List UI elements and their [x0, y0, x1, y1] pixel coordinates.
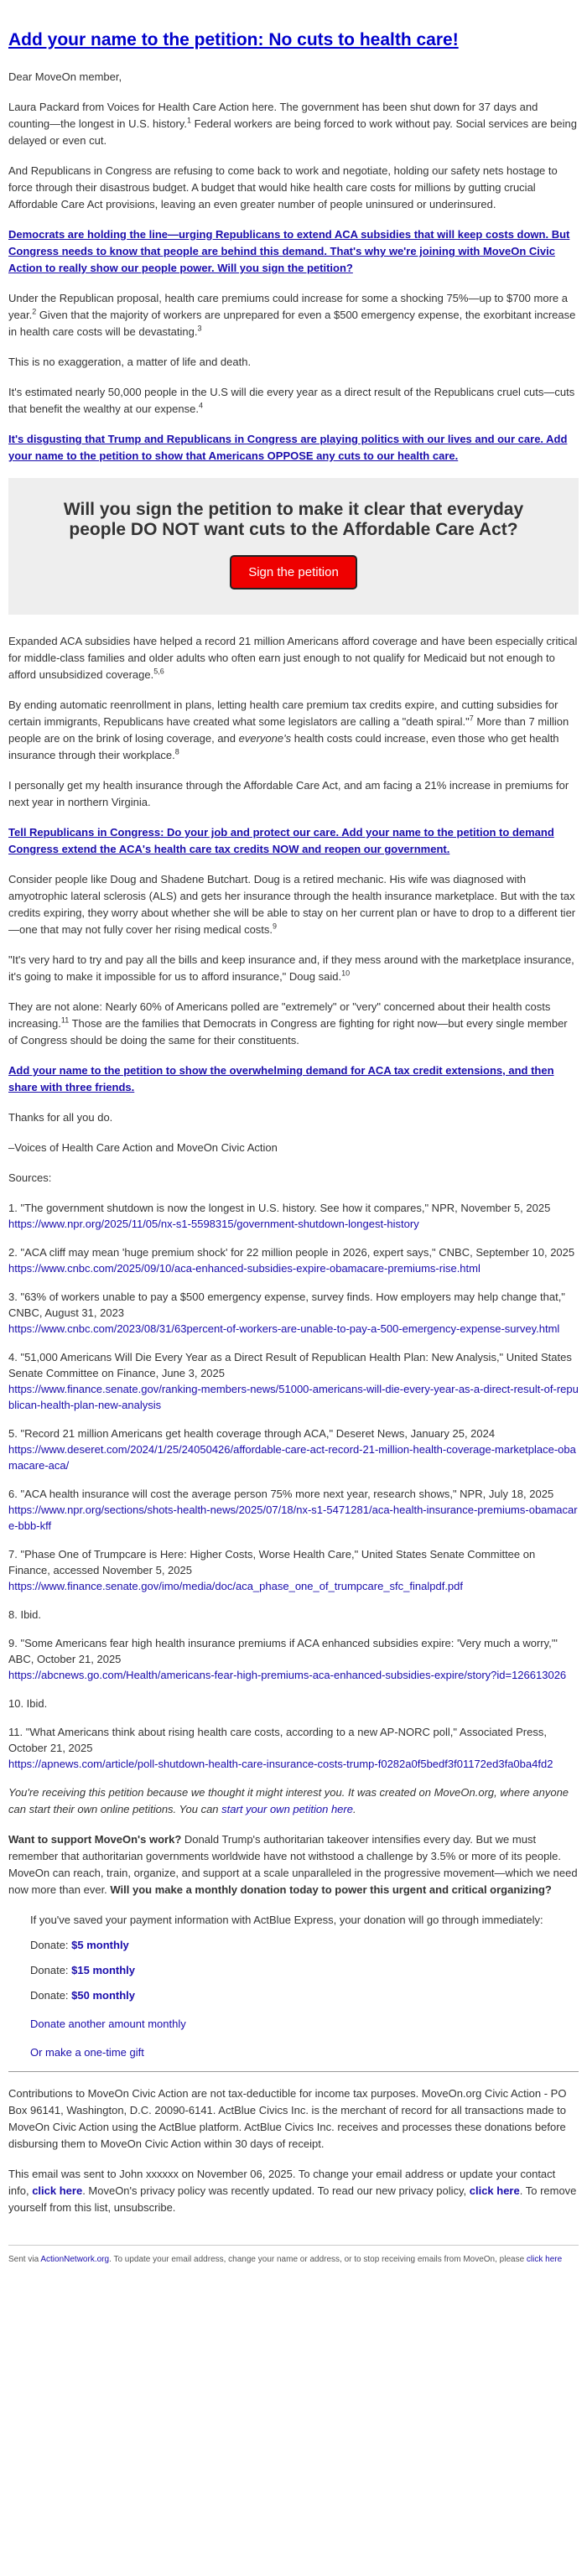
- butchart-paragraph: Consider people like Doug and Shadene Butchart. Doug is a retired mechanic. His wife was diagnosed with amyotrophic lateral sclerosis (ALS) and gets her insurance through the health insurance marketplace. But with the tax credits expiring, they worry about whether she will be able to stay on her current plan or have to drop to a different tier—one that may not fully cover her rising medical costs.$^9$: [8, 873, 576, 936]
- source-citation: 3. "63% of workers unable to pay a $500 emergency expense, survey finds. How employers may help change that," CNBC, August 31, 2023: [8, 1291, 565, 1319]
- source-citation: 7. "Phase One of Trumpcare is Here: Higher Costs, Worse Health Care," United States Senate Committee on Finance, accessed November 5, 2025: [8, 1548, 536, 1576]
- subsidies-paragraph: Expanded ACA subsidies have helped a record 21 million Americans afford coverage and have been especially critical for middle-class families and older adults who often earn just enough to not qualify for Medicaid but not enough to afford unsubsidized coverage.$^{5,6}$: [8, 635, 578, 681]
- disclaimer-text: Contributions to MoveOn Civic Action are not tax-deductible for income tax purposes. MoveOn.org Civic Action - PO Box 96141, Washington, D.C. 20090-6141. ActBlue Civics Inc. is the merchant of record for all transactions made to MoveOn Civic Action using the ActBlue platform. ActBlue Civics Inc. receives and processes these donations before disbursing them to MoveOn Civic Action within 30 days of receipt.: [8, 2087, 567, 2150]
- deaths-paragraph: It's estimated nearly 50,000 people in the U.S will die every year as a direct result of the Republicans cruel cuts—cuts that benefit the wealthy at our expense.$^4$: [8, 386, 575, 415]
- source-link[interactable]: https://www.npr.org/2025/11/05/nx-s1-5598315/government-shutdown-longest-history: [8, 1218, 419, 1230]
- thanks-text: Thanks for all you do.: [8, 1111, 113, 1124]
- receiving-note: You're receiving this petition because we thought it might interest you. It was created on MoveOn.org, where anyone can start their own online petitions. You can start your own petition here.: [8, 1786, 569, 1815]
- donation-section: [8, 1912, 579, 2061]
- source-item: [8, 1244, 579, 1276]
- death-spiral-paragraph: By ending automatic reenrollment in plans, letting health care premium tax credits expire, and cutting subsidies for certain immigrants, Republicans have created what some legislators are calling a "death spiral."$^7$ More than 7 million people are on the brink of losing coverage, and everyone's health costs could increase, even those who get health insurance through their workplace.$^8$: [8, 699, 569, 761]
- source-citation: 11. "What Americans think about rising health care costs, according to a new AP-NORC poll," Associated Press, October 21, 2025: [8, 1726, 547, 1754]
- update-contact-link[interactable]: click here: [32, 2184, 83, 2197]
- sign-petition-button[interactable]: Sign the petition: [230, 555, 357, 589]
- donate-row-3: Donate: $50 monthly: [30, 1989, 136, 2002]
- petition-link-4[interactable]: Add your name to the petition to show the overwhelming demand for ACA tax credit extensions, and then share with three friends.: [8, 1064, 554, 1093]
- footer-click-here-link[interactable]: click here: [526, 2255, 563, 2264]
- sent-to-text: This email was sent to John xxxxxx on November 06, 2025. To change your email address or update your contact info, click here. MoveOn's privacy policy was recently updated. To read our new privacy policy, click here. To remove yourself from this list, unsubscribe.: [8, 2168, 577, 2214]
- petition-link-2[interactable]: It's disgusting that Trump and Republicans in Congress are playing politics with our lives and our care. Add your name to the petition to show that Americans OPPOSE any cuts to our health care.: [8, 433, 568, 462]
- actionnetwork-link[interactable]: ActionNetwork.org: [40, 2255, 110, 2264]
- source-citation: 9. "Some Americans fear high health insurance premiums if ACA enhanced subsidies expire: 'Very much a worry,'" ABC, October 21, 2025: [8, 1637, 558, 1665]
- source-item: [8, 1289, 579, 1337]
- callout-heading: Will you sign the petition to make it clear that everyday people DO NOT want cuts to the Affordable Care Act?: [63, 500, 524, 539]
- one-time-gift-link[interactable]: Or make a one-time gift: [30, 2046, 144, 2059]
- donate-row-1: Donate: $5 monthly: [30, 1939, 129, 1951]
- headline-link[interactable]: Add your name to the petition: No cuts to health care!: [8, 30, 459, 49]
- personal-paragraph: I personally get my health insurance through the Affordable Care Act, and am facing a 21% increase in premiums for next year in northern Virginia.: [8, 779, 569, 808]
- source-citation: 6. "ACA health insurance will cost the average person 75% more next year, research shows," NPR, July 18, 2025: [8, 1488, 554, 1500]
- source-item: [8, 1607, 579, 1623]
- premiums-paragraph: Under the Republican proposal, health care premiums could increase for some a shocking 75%—up to $700 more a year.$^2$ Given that the majority of workers are unprepared for even a $500 emergency expense, the exorbitant increase in health care costs will be devastating.$^3$: [8, 292, 576, 338]
- divider: [8, 2071, 579, 2072]
- source-citation: 1. "The government shutdown is now the longest in U.S. history. See how it compares," NPR, November 5, 2025: [8, 1202, 551, 1214]
- intro-paragraph: Laura Packard from Voices for Health Care Action here. The government has been shut down for 37 days and counting—the longest in U.S. history.$^1$ Federal workers are being forced to work without pay. Social services are being delayed or even cut.: [8, 101, 577, 147]
- greeting: Dear MoveOn member,: [8, 70, 122, 83]
- petition-callout-box: [8, 478, 579, 615]
- actblue-text: If you've saved your payment information with ActBlue Express, your donation will go through immediately:: [30, 1914, 543, 1926]
- source-item: [8, 1200, 579, 1232]
- donate-5-monthly-link[interactable]: $5 monthly: [71, 1939, 129, 1951]
- source-link[interactable]: https://www.finance.senate.gov/ranking-members-news/51000-americans-will-die-every-year-as-a-direct-result-of-republican-health-plan-new-analysis: [8, 1383, 579, 1411]
- source-link[interactable]: https://www.cnbc.com/2023/08/31/63percent-of-workers-are-unable-to-pay-a-500-emergency-expense-survey.html: [8, 1322, 560, 1335]
- life-death-paragraph: This is no exaggeration, a matter of life and death.: [8, 356, 252, 368]
- signoff-text: –Voices of Health Care Action and MoveOn Civic Action: [8, 1141, 278, 1154]
- donate-row-2: Donate: $15 monthly: [30, 1964, 136, 1976]
- email-footer: Sent via ActionNetwork.org. To update your email address, change your name or address, or to stop receiving emails from MoveOn, please click here: [8, 2245, 579, 2266]
- donate-50-monthly-link[interactable]: $50 monthly: [71, 1989, 136, 2002]
- source-item: [8, 1426, 579, 1473]
- doug-quote: "It's very hard to try and pay all the bills and keep insurance and, if they mess around with the marketplace insurance, it's going to make it impossible for us to afford insurance," Doug said.$^{10}$: [8, 953, 574, 983]
- source-citation: 4. "51,000 Americans Will Die Every Year as a Direct Result of Republican Health Plan: New Analysis," United States Senate Committee on Finance, June 3, 2025: [8, 1351, 572, 1379]
- source-item: [8, 1486, 579, 1534]
- source-citation: 10. Ibid.: [8, 1697, 48, 1710]
- start-petition-link[interactable]: start your own petition here: [221, 1803, 353, 1815]
- source-link[interactable]: https://abcnews.go.com/Health/americans-fear-high-premiums-aca-enhanced-subsidies-expire/story?id=126613026: [8, 1669, 567, 1681]
- source-citation: 8. Ibid.: [8, 1608, 42, 1621]
- sources-label: Sources:: [8, 1171, 52, 1184]
- petition-link-1[interactable]: Democrats are holding the line—urging Republicans to extend ACA subsidies that will keep costs down. But Congress needs to know that people are behind this demand. That's why we're joining with MoveOn Civic Action to really show our people power. Will you sign the petition?: [8, 228, 570, 274]
- support-paragraph: Want to support MoveOn's work? Donald Trump's authoritarian takeover intensifies every day. But we must remember that authoritarian governments worldwide have not withstood a challenge by 3.5% or more of its people. MoveOn can reach, train, organize, and support at a scale unparalleled in the progressive movement—which we need now more than ever. Will you make a monthly donation today to power this urgent and critical organizing?: [8, 1833, 578, 1896]
- republicans-paragraph: And Republicans in Congress are refusing to come back to work and negotiate, holding our safety nets hostage to force through their disastrous budget. A budget that would hike health care costs for millions by gutting crucial Affordable Care Act provisions, leaving an even greater number of people uninsured or underinsured.: [8, 164, 558, 210]
- petition-link-3[interactable]: Tell Republicans in Congress: Do your job and protect our care. Add your name to the petition to demand Congress extend the ACA's health care tax credits NOW and reopen our government.: [8, 826, 554, 855]
- source-item: [8, 1349, 579, 1413]
- sources-list: [8, 1200, 579, 1772]
- source-item: [8, 1635, 579, 1683]
- source-item: [8, 1546, 579, 1594]
- source-link[interactable]: https://www.finance.senate.gov/imo/media/doc/aca_phase_one_of_trumpcare_sfc_finalpdf.pdf: [8, 1580, 464, 1592]
- donate-15-monthly-link[interactable]: $15 monthly: [71, 1964, 136, 1976]
- source-link[interactable]: https://www.deseret.com/2024/1/25/24050426/affordable-care-act-record-21-million-health-coverage-marketplace-obamacare-aca/: [8, 1443, 576, 1472]
- source-link[interactable]: https://www.npr.org/sections/shots-health-news/2025/07/18/nx-s1-5471281/aca-health-insurance-premiums-obamacare-bbb-kff: [8, 1504, 578, 1532]
- poll-paragraph: They are not alone: Nearly 60% of Americans polled are "extremely" or "very" concerned about their health costs increasing.$^{11}$ Those are the families that Democrats in Congress are fighting for right now—but every single member of Congress should be doing the same for their constituents.: [8, 1000, 568, 1046]
- source-link[interactable]: https://www.cnbc.com/2025/09/10/aca-enhanced-subsidies-expire-obamacare-premiums-rise.html: [8, 1262, 481, 1275]
- source-item: [8, 1696, 579, 1711]
- donate-other-amount-link[interactable]: Donate another amount monthly: [30, 2018, 186, 2030]
- source-item: [8, 1724, 579, 1772]
- source-link[interactable]: https://apnews.com/article/poll-shutdown-health-care-insurance-costs-trump-f0282a0f5bedf3f01172ed3fa0ba4fd2: [8, 1758, 553, 1770]
- source-citation: 5. "Record 21 million Americans get health coverage through ACA," Deseret News, January 25, 2024: [8, 1427, 496, 1440]
- source-citation: 2. "ACA cliff may mean 'huge premium shock' for 22 million people in 2026, expert says," CNBC, September 10, 2025: [8, 1246, 575, 1259]
- privacy-policy-link[interactable]: click here: [469, 2184, 520, 2197]
